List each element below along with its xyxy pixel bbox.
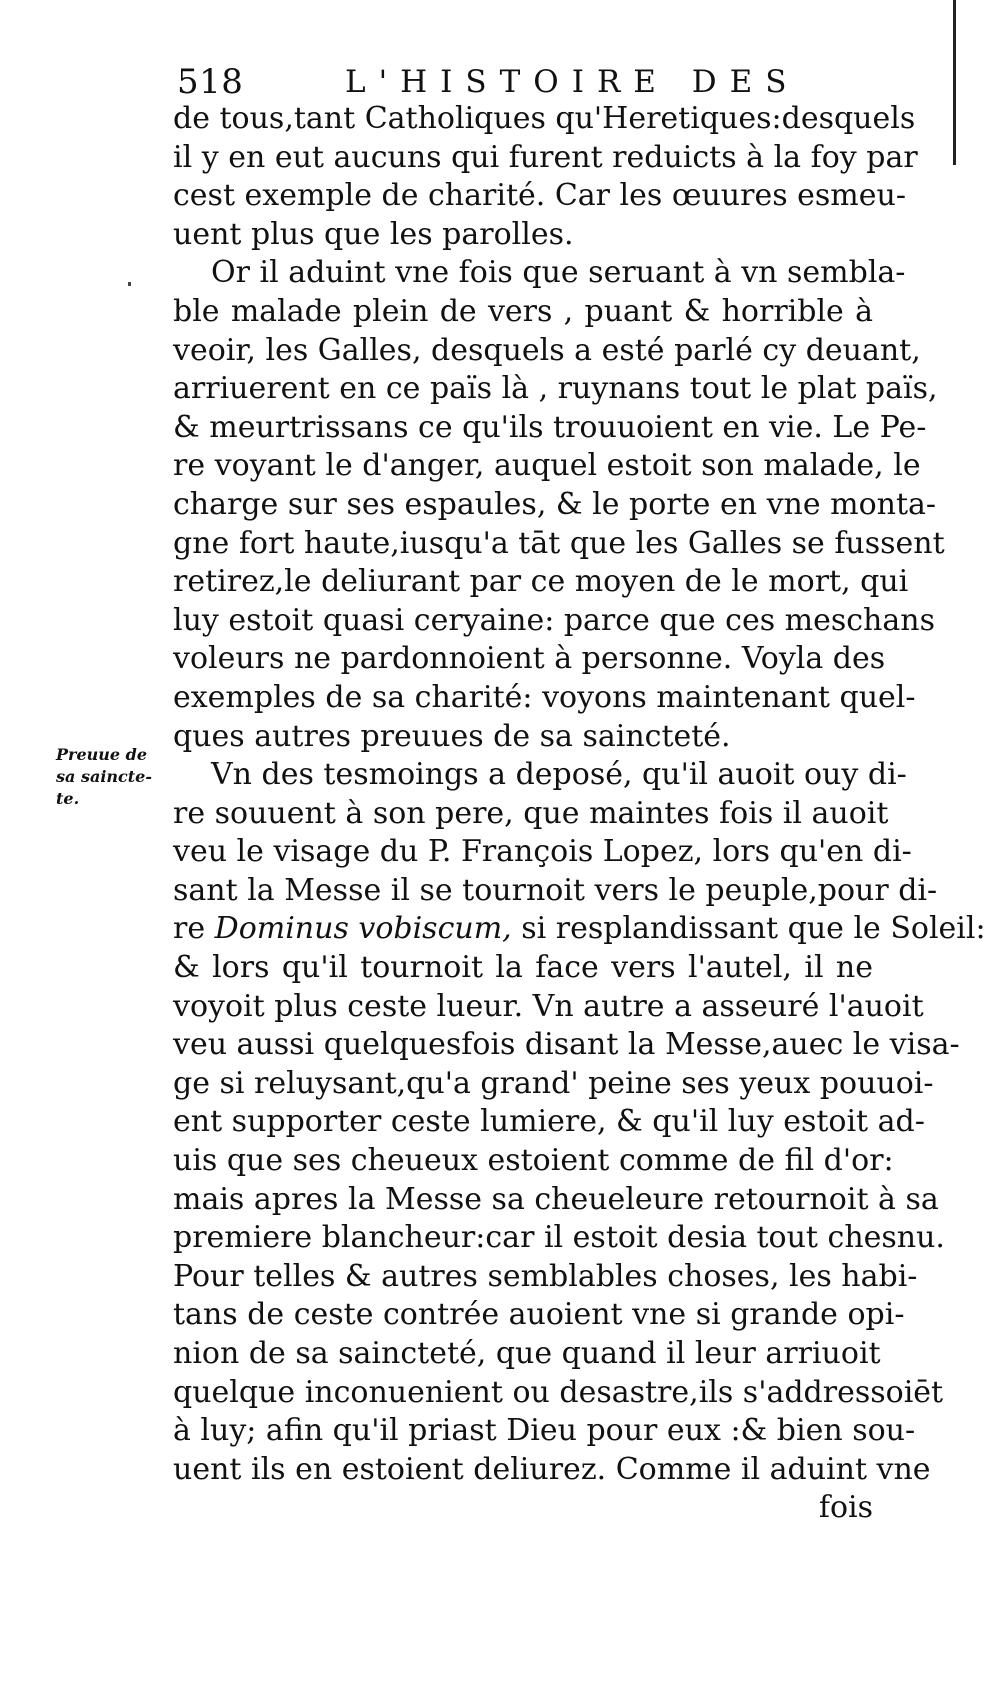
- text-line: luy estoit quasi ceryaine: parce que ces meschans: [173, 602, 935, 638]
- text-line: ent supporter ceste lumiere, & qu'il luy estoit ad-: [173, 1104, 925, 1140]
- text-line-start: re: [173, 911, 215, 947]
- text-line: voleurs ne pardonnoient à personne. Voyla des: [173, 641, 886, 677]
- text-line-end: si resplandissant que le Soleil:: [511, 911, 986, 947]
- text-line: veoir, les Galles, desquels a esté parlé cy deuant,: [173, 332, 921, 368]
- text-line: veu le visage du P. François Lopez, lors qu'en di-: [173, 834, 912, 870]
- latin-phrase: Dominus vobiscum,: [214, 911, 512, 947]
- ink-speck: [128, 282, 131, 286]
- text-line: uent plus que les parolles.: [173, 216, 574, 252]
- text-line: nion de sa saincteté, que quand il leur arriuoit: [173, 1336, 881, 1371]
- text-line: uis que ses cheueux estoient comme de fil d'or:: [173, 1143, 894, 1179]
- catchword: fois: [818, 1490, 873, 1526]
- text-line: quelque inconuenient ou desastre,ils s'addressoiēt: [173, 1374, 944, 1410]
- text-line: & meurtrissans ce qu'ils trouuoient en vie. Le Pe-: [173, 409, 927, 445]
- running-title: L'HISTOIRE DES: [345, 64, 800, 100]
- page-edge-line: [953, 0, 956, 165]
- text-line: voyoit plus ceste lueur. Vn autre a asseuré l'auoit: [173, 988, 924, 1024]
- page-number: 518: [177, 62, 244, 102]
- margin-note-line: sa saincte-: [56, 767, 152, 786]
- text-line: ble malade plein de vers , puant & horrible à: [173, 293, 873, 329]
- text-line: ques autres preuues de sa saincteté.: [173, 718, 731, 754]
- text-line: Vn des tesmoings a deposé, qu'il auoit ouy di-: [211, 757, 907, 793]
- text-line: gne fort haute,iusqu'a tāt que les Galles se fussent: [173, 525, 945, 561]
- margin-note: [56, 744, 168, 810]
- text-line: cest exemple de charité. Car les œuures esmeu-: [173, 178, 906, 214]
- text-line: charge sur ses espaules, & le porte en vne monta-: [173, 486, 937, 522]
- text-line: Or il aduint vne fois que seruant à vn sembla-: [211, 255, 906, 291]
- page-header: [177, 62, 877, 102]
- text-line: ge si reluysant,qu'a grand' peine ses yeux pouuoi-: [173, 1065, 934, 1101]
- text-line: mais apres la Messe sa cheueleure retournoit à sa: [173, 1181, 939, 1217]
- text-line: à luy; afin qu'il priast Dieu pour eux :& bien sou-: [173, 1413, 916, 1449]
- margin-note-line: te.: [56, 789, 80, 808]
- text-line: sant la Messe il se tournoit vers le peuple,pour di-: [173, 872, 938, 908]
- text-line: premiere blancheur:car il estoit desia tout chesnu.: [173, 1220, 945, 1256]
- text-line: re voyant le d'anger, auquel estoit son malade, le: [173, 448, 921, 484]
- text-line: uent ils en estoient deliurez. Comme il aduint vne: [173, 1451, 931, 1487]
- text-line: Pour telles & autres semblables choses, les habi-: [173, 1258, 918, 1294]
- text-line: de tous,tant Catholiques qu'Heretiques:desquels: [173, 101, 916, 136]
- body-text: [173, 100, 986, 1528]
- text-line-latin: [173, 910, 986, 949]
- text-line: veu aussi quelquesfois disant la Messe,auec le visa-: [173, 1027, 960, 1063]
- text-line: arriuerent en ce païs là , ruynans tout le plat païs,: [173, 371, 938, 407]
- text-line: re souuent à son pere, que maintes fois il auoit: [173, 795, 889, 831]
- text-line: & lors qu'il tournoit la face vers l'autel, il ne: [173, 950, 873, 986]
- text-line: exemples de sa charité: voyons maintenant quel-: [173, 679, 916, 715]
- text-line: tans de ceste contrée auoient vne si grande opi-: [173, 1297, 905, 1333]
- margin-note-line: Preuue de: [56, 745, 148, 764]
- text-line: retirez,le deliurant par ce moyen de le mort, qui: [173, 564, 909, 600]
- text-line: il y en eut aucuns qui furent reduicts à la foy par: [173, 139, 918, 175]
